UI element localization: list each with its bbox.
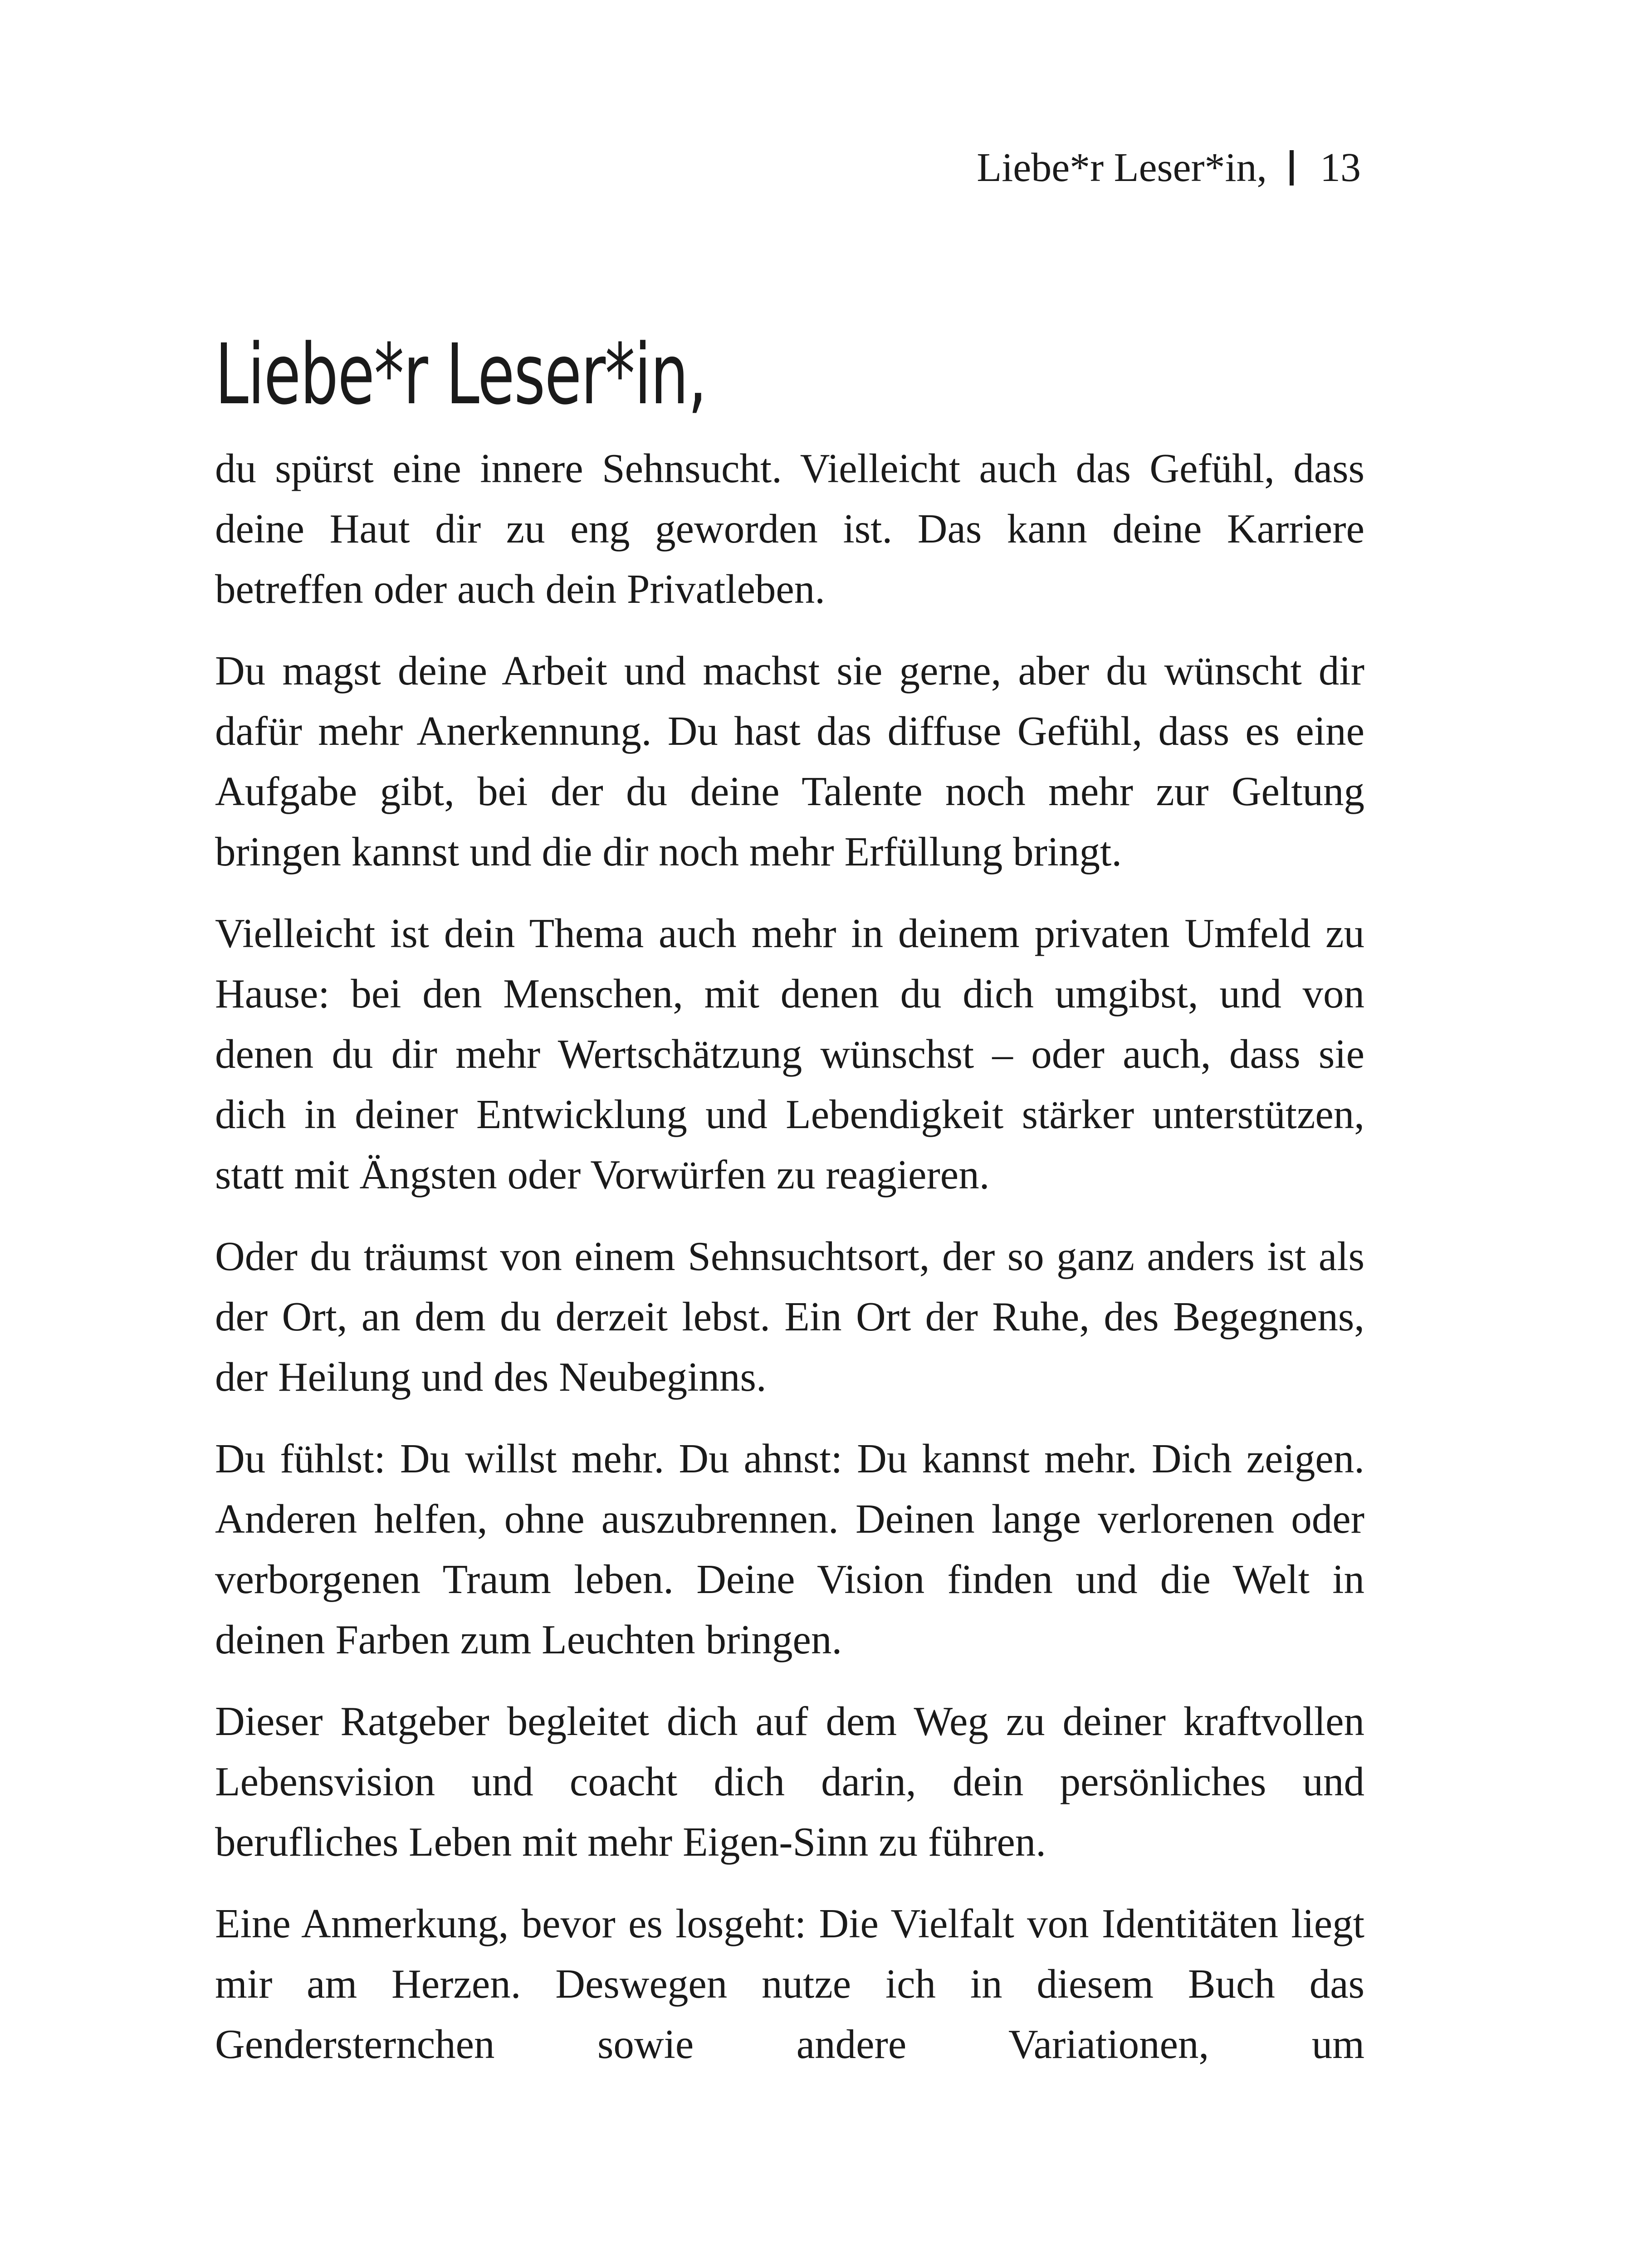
body-text: [215, 438, 1364, 2074]
paragraph: Vielleicht ist dein Thema auch mehr in deinem privaten Umfeld zu Hause: bei den Menschen, mit denen du dich umgibst, und von denen du dir mehr Wertschätzung wünschst – oder auch, dass sie dich in deiner Entwicklung und Lebendigkeit stärker unterstützen, statt mit Ängsten oder Vorwürfen zu reagieren.: [215, 910, 1364, 1198]
chapter-title: Liebe*r Leser*in,: [215, 326, 707, 423]
paragraph: du spürst eine innere Sehnsucht. Vielleicht auch das Gefühl, dass deine Haut dir zu eng geworden ist. Das kann deine Karriere betreffen oder auch dein Privatleben.: [215, 445, 1364, 612]
paragraph: Du magst deine Arbeit und machst sie gerne, aber du wünscht dir dafür mehr Anerkennung. Du hast das diffuse Gefühl, dass es eine Aufgabe gibt, bei der du deine Talente noch mehr zur Geltung bringen kannst und die dir noch mehr Erfüllung bringt.: [215, 648, 1364, 875]
paragraph: Oder du träumst von einem Sehnsuchtsort, der so ganz anders ist als der Ort, an dem du derzeit lebst. Ein Ort der Ruhe, des Begegnens, der Heilung und des Neubeginns.: [215, 1233, 1364, 1400]
paragraph: Dieser Ratgeber begleitet dich auf dem Weg zu deiner kraftvollen Lebensvision und coacht dich darin, dein persönliches und berufliches Leben mit mehr Eigen-Sinn zu führen.: [215, 1698, 1364, 1865]
header-separator: [1290, 150, 1294, 186]
page-number: 13: [1320, 145, 1361, 190]
running-header: [977, 141, 1361, 195]
paragraph: Eine Anmerkung, bevor es losgeht: Die Vielfalt von Identitäten liegt mir am Herzen. Deswegen nutze ich in diesem Buch das Gendersternchen sowie andere Variationen, um: [215, 1901, 1364, 2067]
running-header-title: Liebe*r Leser*in,: [977, 145, 1267, 190]
paragraph: Du fühlst: Du willst mehr. Du ahnst: Du kannst mehr. Dich zeigen. Anderen helfen, ohne auszubrennen. Deinen lange verlorenen oder verborgenen Traum leben. Deine Vision finden und die Welt in deinen Farben zum Leuchten bringen.: [215, 1436, 1364, 1662]
